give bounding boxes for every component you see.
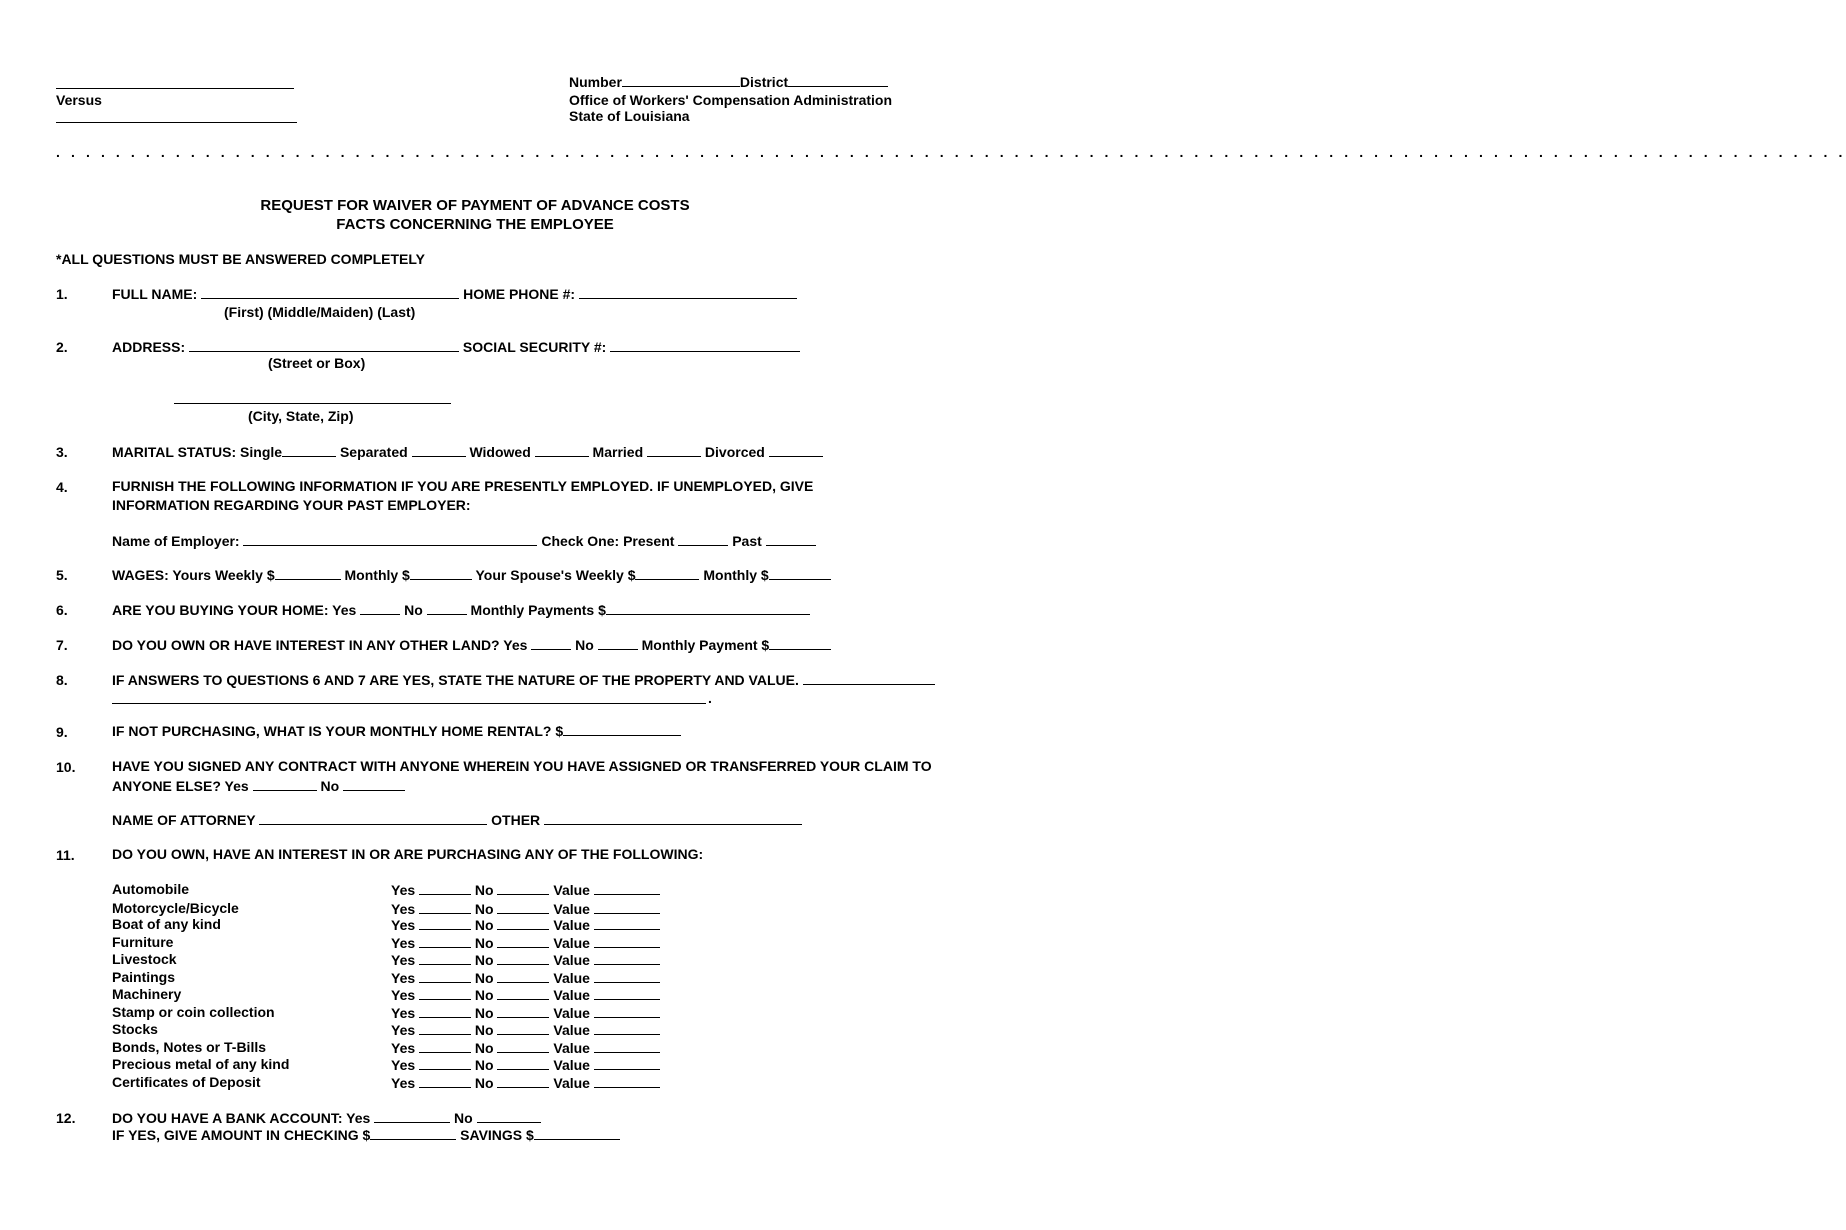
spouse-monthly-label: Monthly $ — [703, 567, 769, 583]
asset-value-field[interactable] — [594, 969, 660, 983]
city-hint: (City, State, Zip) — [248, 408, 354, 424]
q6-number: 6. — [56, 602, 68, 618]
present-field[interactable] — [678, 532, 728, 546]
q10-number: 10. — [56, 759, 76, 775]
wages-monthly-label: Monthly $ — [344, 567, 410, 583]
wages-monthly-field[interactable] — [410, 566, 472, 580]
asset-yes-label: Yes — [391, 1022, 416, 1038]
q8-line — [112, 671, 935, 689]
asset-yes-label: Yes — [391, 1075, 416, 1091]
asset-answer-row — [391, 1039, 660, 1057]
asset-answer-row — [391, 969, 660, 987]
party-line-bottom[interactable] — [56, 122, 297, 123]
separated-field[interactable] — [412, 443, 466, 457]
asset-no-field[interactable] — [497, 951, 549, 965]
asset-value-label: Value — [553, 901, 590, 917]
asset-yes-label: Yes — [391, 1005, 416, 1021]
spouse-weekly-field[interactable] — [635, 566, 699, 580]
married-label: Married — [592, 444, 644, 460]
separated-label: Separated — [339, 444, 408, 460]
bank-account-label: DO YOU HAVE A BANK ACCOUNT: Yes — [112, 1110, 371, 1126]
q1-number: 1. — [56, 286, 68, 302]
checking-label: IF YES, GIVE AMOUNT IN CHECKING $ — [112, 1127, 371, 1143]
asset-value-label: Value — [553, 1005, 590, 1021]
asset-yes-label: Yes — [391, 1040, 416, 1056]
employer-field[interactable] — [243, 532, 537, 546]
asset-value-field[interactable] — [594, 1039, 660, 1053]
married-field[interactable] — [647, 443, 701, 457]
asset-yes-field[interactable] — [419, 1004, 471, 1018]
q8-number: 8. — [56, 672, 68, 688]
asset-no-field[interactable] — [497, 934, 549, 948]
q10-text-line1: HAVE YOU SIGNED ANY CONTRACT WITH ANYONE WHEREIN YOU HAVE ASSIGNED OR TRANSFERRED YOUR CLAIM TO — [112, 758, 932, 774]
asset-answer-row — [391, 1056, 660, 1074]
q6-line — [112, 601, 810, 619]
q9-line — [112, 722, 681, 740]
divorced-field[interactable] — [769, 443, 823, 457]
asset-value-field[interactable] — [594, 916, 660, 930]
asset-no-label: No — [474, 1005, 494, 1021]
past-label: Past — [732, 533, 762, 549]
asset-yes-field[interactable] — [419, 934, 471, 948]
asset-yes-field[interactable] — [419, 1039, 471, 1053]
q7-number: 7. — [56, 637, 68, 653]
attorney-line — [112, 811, 802, 829]
buying-home-no-label: No — [404, 602, 423, 618]
versus-label: Versus — [56, 92, 102, 108]
asset-no-label: No — [474, 935, 494, 951]
asset-value-label: Value — [553, 952, 590, 968]
monthly-payment-label: Monthly Payment $ — [641, 637, 770, 653]
asset-no-field[interactable] — [497, 1039, 549, 1053]
employer-line — [112, 532, 816, 550]
savings-field[interactable] — [534, 1126, 620, 1140]
asset-answer-row — [391, 1074, 660, 1092]
asset-yes-label: Yes — [391, 952, 416, 968]
q11-number: 11. — [56, 847, 75, 863]
divorced-label: Divorced — [704, 444, 765, 460]
asset-value-field[interactable] — [594, 934, 660, 948]
asset-label: Bonds, Notes or T-Bills — [112, 1039, 267, 1055]
number-label: Number — [569, 74, 622, 90]
asset-value-label: Value — [553, 882, 590, 898]
asset-yes-field[interactable] — [419, 900, 471, 914]
asset-label: Motorcycle/Bicycle — [112, 900, 239, 916]
monthly-payment-field[interactable] — [769, 636, 831, 650]
ssn-label: SOCIAL SECURITY #: — [462, 339, 607, 355]
asset-no-field[interactable] — [497, 1004, 549, 1018]
asset-value-label: Value — [553, 970, 590, 986]
form-title: REQUEST FOR WAIVER OF PAYMENT OF ADVANCE COSTS — [260, 197, 690, 214]
q3-line — [112, 443, 823, 461]
dotted-separator: . . . . . . . . . . . . . . . . . . . . . . . . . . . . . . . . . . . . . . . . . . . . . . . . . . . . . . . . . . . . . . . . . . . . . . . . . . . . . . . . . . . . . . . . . . . . . . . . . . . . . . . . . . . . . . . . . . . . . . . . — [56, 144, 1846, 160]
asset-value-field[interactable] — [594, 951, 660, 965]
asset-yes-field[interactable] — [419, 969, 471, 983]
asset-yes-label: Yes — [391, 1057, 416, 1073]
past-field[interactable] — [766, 532, 816, 546]
q2-line — [112, 338, 800, 356]
property-nature-field-2[interactable] — [112, 703, 706, 704]
asset-no-field[interactable] — [497, 969, 549, 983]
attorney-label: NAME OF ATTORNEY — [112, 812, 256, 828]
asset-no-label: No — [474, 901, 494, 917]
asset-no-label: No — [474, 1040, 494, 1056]
asset-label: Automobile — [112, 881, 189, 897]
q5-line — [112, 566, 831, 584]
asset-no-label: No — [474, 882, 494, 898]
asset-yes-field[interactable] — [419, 986, 471, 1000]
asset-no-label: No — [474, 917, 494, 933]
bank-yes-field[interactable] — [374, 1109, 450, 1123]
bank-account-line — [112, 1109, 541, 1127]
q4-number: 4. — [56, 479, 68, 495]
other-land-no-label: No — [575, 637, 594, 653]
asset-yes-field[interactable] — [419, 1056, 471, 1070]
asset-yes-label: Yes — [391, 935, 416, 951]
asset-label: Livestock — [112, 951, 177, 967]
asset-value-field[interactable] — [594, 1056, 660, 1070]
asset-label: Boat of any kind — [112, 916, 221, 932]
asset-label: Paintings — [112, 969, 176, 985]
other-land-yes-field[interactable] — [531, 636, 571, 650]
asset-value-label: Value — [553, 1057, 590, 1073]
name-hint: (First) (Middle/Maiden) (Last) — [224, 304, 416, 320]
q3-number: 3. — [56, 444, 68, 460]
home-phone-field[interactable] — [579, 285, 797, 299]
q7-line — [112, 636, 831, 654]
asset-no-label: No — [474, 1075, 494, 1091]
assigned-claim-label: ANYONE ELSE? Yes — [112, 778, 249, 794]
asset-value-label: Value — [553, 1022, 590, 1038]
spouse-weekly-label: Your Spouse's Weekly $ — [475, 567, 636, 583]
home-rental-field[interactable] — [563, 722, 681, 736]
asset-label: Machinery — [112, 986, 182, 1002]
full-name-field[interactable] — [201, 285, 459, 299]
monthly-payments-field[interactable] — [606, 601, 810, 615]
asset-answer-row — [391, 916, 660, 934]
asset-no-field[interactable] — [497, 986, 549, 1000]
marital-single-label: MARITAL STATUS: Single — [112, 444, 283, 460]
property-nature-field[interactable] — [803, 671, 935, 685]
asset-value-label: Value — [553, 1040, 590, 1056]
number-field[interactable] — [622, 73, 740, 87]
asset-label: Precious metal of any kind — [112, 1056, 290, 1072]
checking-field[interactable] — [370, 1126, 456, 1140]
asset-answer-row — [391, 1004, 660, 1022]
asset-answer-row — [391, 881, 660, 899]
asset-no-label: No — [474, 952, 494, 968]
asset-label: Stamp or coin collection — [112, 1004, 275, 1020]
wages-weekly-field[interactable] — [275, 566, 341, 580]
assigned-claim-no-label: No — [320, 778, 340, 794]
savings-label: SAVINGS $ — [460, 1127, 534, 1143]
street-hint: (Street or Box) — [268, 355, 366, 371]
other-land-label: DO YOU OWN OR HAVE INTEREST IN ANY OTHER LAND? Yes — [112, 637, 528, 653]
assigned-claim-no-field[interactable] — [343, 777, 405, 791]
asset-no-label: No — [474, 987, 494, 1003]
widowed-field[interactable] — [535, 443, 589, 457]
q8-period: . — [708, 690, 712, 706]
district-label: District — [739, 74, 789, 90]
spouse-monthly-field[interactable] — [769, 566, 831, 580]
asset-answer-row — [391, 986, 660, 1004]
other-land-no-field[interactable] — [598, 636, 638, 650]
check-one-label: Check One: Present — [541, 533, 675, 549]
q1-line — [112, 285, 797, 303]
asset-label: Stocks — [112, 1021, 158, 1037]
asset-no-field[interactable] — [497, 900, 549, 914]
number-district-line — [569, 73, 888, 91]
assigned-claim-yes-field[interactable] — [253, 777, 317, 791]
property-nature-label: IF ANSWERS TO QUESTIONS 6 AND 7 ARE YES, STATE THE NATURE OF THE PROPERTY AND VALUE. — [112, 672, 799, 688]
asset-no-label: No — [474, 1022, 494, 1038]
q11-text: DO YOU OWN, HAVE AN INTEREST IN OR ARE PURCHASING ANY OF THE FOLLOWING: — [112, 846, 704, 862]
buying-home-no-field[interactable] — [427, 601, 467, 615]
office-name: Office of Workers' Compensation Administration — [569, 92, 893, 108]
street-field[interactable] — [189, 338, 459, 352]
bank-no-label: No — [454, 1110, 473, 1126]
asset-label: Furniture — [112, 934, 174, 950]
home-rental-label: IF NOT PURCHASING, WHAT IS YOUR MONTHLY HOME RENTAL? $ — [112, 723, 564, 739]
district-field[interactable] — [788, 73, 888, 87]
asset-answer-row — [391, 934, 660, 952]
monthly-payments-label: Monthly Payments $ — [470, 602, 606, 618]
asset-no-field[interactable] — [497, 1021, 549, 1035]
city-state-zip-field[interactable] — [174, 403, 451, 404]
asset-yes-label: Yes — [391, 987, 416, 1003]
asset-yes-label: Yes — [391, 882, 416, 898]
q10-line2 — [112, 777, 405, 795]
attorney-field[interactable] — [259, 811, 487, 825]
asset-value-field[interactable] — [594, 1074, 660, 1088]
asset-yes-field[interactable] — [419, 881, 471, 895]
asset-value-field[interactable] — [594, 986, 660, 1000]
q5-number: 5. — [56, 567, 68, 583]
asset-yes-label: Yes — [391, 901, 416, 917]
asset-value-field[interactable] — [594, 1004, 660, 1018]
asset-yes-label: Yes — [391, 917, 416, 933]
asset-no-field[interactable] — [497, 916, 549, 930]
employer-label: Name of Employer: — [112, 533, 240, 549]
asset-value-field[interactable] — [594, 1021, 660, 1035]
asset-yes-field[interactable] — [419, 951, 471, 965]
asset-value-label: Value — [553, 987, 590, 1003]
asset-value-label: Value — [553, 1075, 590, 1091]
asset-value-field[interactable] — [594, 900, 660, 914]
q9-number: 9. — [56, 724, 68, 740]
wages-weekly-label: WAGES: Yours Weekly $ — [112, 567, 275, 583]
asset-yes-label: Yes — [391, 970, 416, 986]
single-field[interactable] — [282, 443, 336, 457]
asset-no-field[interactable] — [497, 1056, 549, 1070]
asset-yes-field[interactable] — [419, 1074, 471, 1088]
asset-answer-row — [391, 951, 660, 969]
full-name-label: FULL NAME: — [112, 286, 198, 302]
buying-home-yes-field[interactable] — [360, 601, 400, 615]
asset-yes-field[interactable] — [419, 1021, 471, 1035]
bank-no-field[interactable] — [477, 1109, 541, 1123]
home-phone-label: HOME PHONE #: — [463, 286, 576, 302]
asset-value-label: Value — [553, 935, 590, 951]
buying-home-label: ARE YOU BUYING YOUR HOME: Yes — [112, 602, 357, 618]
asset-value-label: Value — [553, 917, 590, 933]
instructions: *ALL QUESTIONS MUST BE ANSWERED COMPLETELY — [56, 251, 425, 267]
form-subtitle: FACTS CONCERNING THE EMPLOYEE — [336, 216, 614, 233]
q12-number: 12. — [56, 1110, 76, 1126]
asset-value-field[interactable] — [594, 881, 660, 895]
asset-no-field[interactable] — [497, 881, 549, 895]
address-label: ADDRESS: — [112, 339, 186, 355]
other-label: OTHER — [491, 812, 541, 828]
q2-number: 2. — [56, 339, 68, 355]
asset-answer-row — [391, 1021, 660, 1039]
state-name: State of Louisiana — [569, 108, 690, 124]
asset-yes-field[interactable] — [419, 916, 471, 930]
party-line-top[interactable] — [56, 88, 294, 89]
q4-text: FURNISH THE FOLLOWING INFORMATION IF YOU ARE PRESENTLY EMPLOYED. IF UNEMPLOYED, GIVE INFORMATION REGARDING YOUR PAST EMPLOYER: — [112, 478, 814, 513]
ssn-field[interactable] — [610, 338, 800, 352]
other-field[interactable] — [544, 811, 802, 825]
asset-no-field[interactable] — [497, 1074, 549, 1088]
asset-no-label: No — [474, 970, 494, 986]
checking-line — [112, 1126, 620, 1144]
asset-no-label: No — [474, 1057, 494, 1073]
widowed-label: Widowed — [469, 444, 531, 460]
asset-label: Certificates of Deposit — [112, 1074, 261, 1090]
